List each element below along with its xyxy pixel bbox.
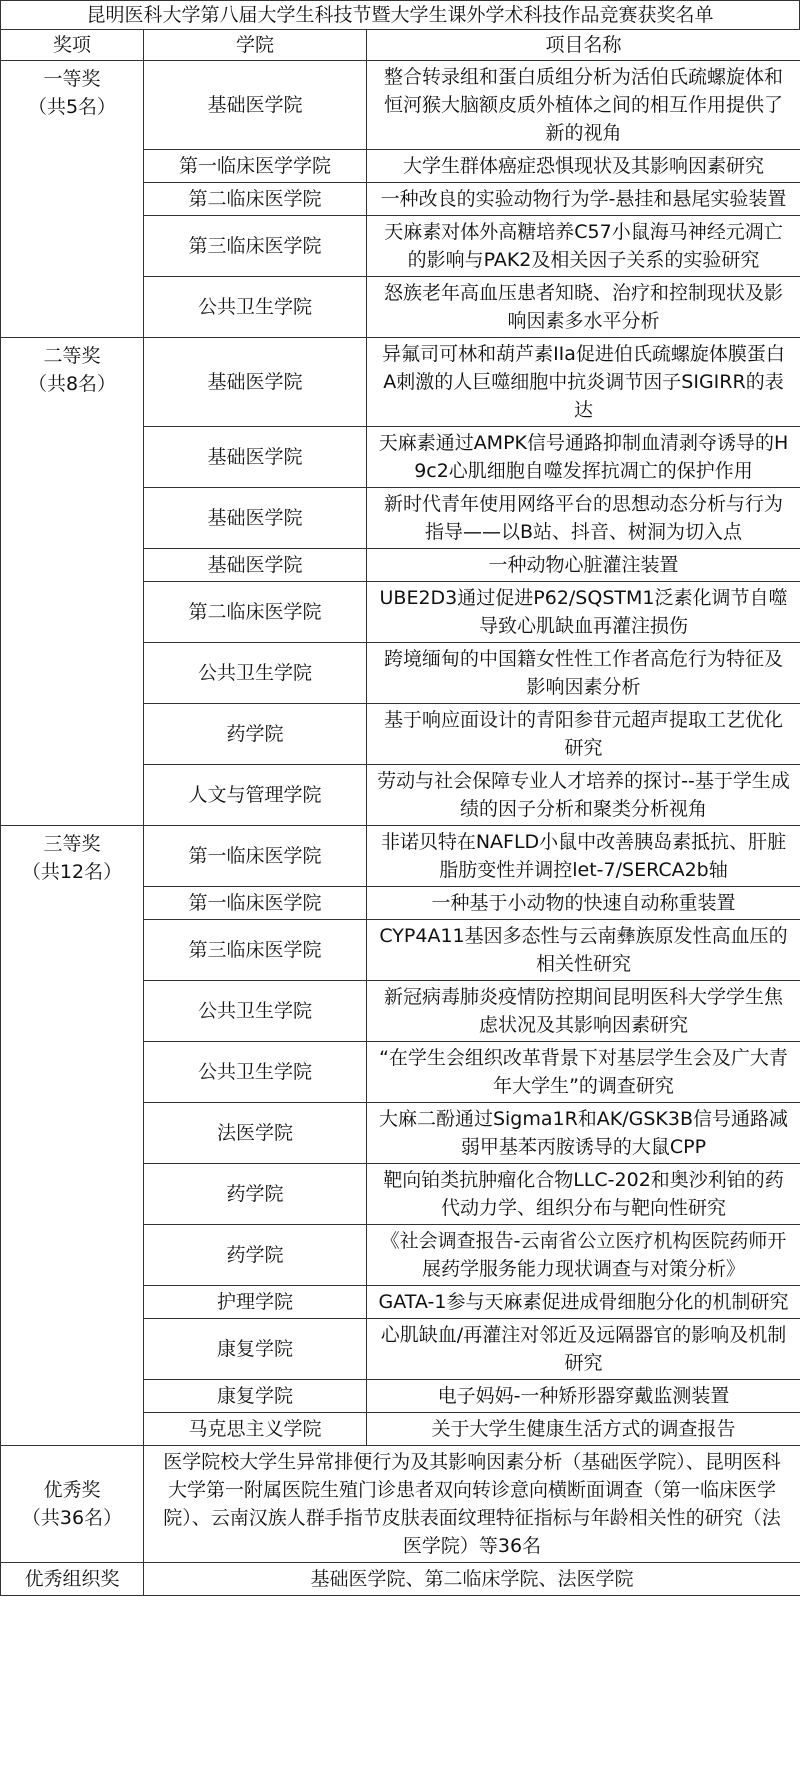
project-name-cell: CYP4A11基因多态性与云南彝族原发性高血压的相关性研究	[367, 920, 800, 981]
college-cell: 马克思主义学院	[144, 1413, 367, 1446]
award-level-name: 二等奖	[43, 345, 101, 367]
project-name-cell: 一种改良的实验动物行为学-悬挂和悬尾实验装置	[367, 183, 800, 216]
award-level-count: （共12名）	[21, 861, 123, 883]
award-level-cell	[1, 826, 144, 1446]
award-level-cell	[1, 1446, 144, 1563]
project-name-cell: 天麻素对体外高糖培养C57小鼠海马神经元凋亡的影响与PAK2及相关因子关系的实验研究	[367, 216, 800, 277]
project-name-cell: 一种动物心脏灌注装置	[367, 549, 800, 582]
award-level-name: 优秀奖	[43, 1479, 101, 1501]
project-name-cell: 《社会调查报告-云南省公立医疗机构医院药师开展药学服务能力现状调查与对策分析》	[367, 1225, 800, 1286]
project-name-cell: 新冠病毒肺炎疫情防控期间昆明医科大学学生焦虑状况及其影响因素研究	[367, 981, 800, 1042]
college-cell: 第三临床医学院	[144, 920, 367, 981]
college-cell: 公共卫生学院	[144, 643, 367, 704]
college-cell: 第三临床医学院	[144, 216, 367, 277]
organization-award-row	[1, 1563, 800, 1596]
header-award: 奖项	[1, 30, 144, 61]
college-cell: 第一临床医学院	[144, 826, 367, 887]
table-row	[1, 826, 800, 887]
header-project: 项目名称	[367, 30, 800, 61]
project-name-cell: 大学生群体癌症恐惧现状及其影响因素研究	[367, 150, 800, 183]
college-cell: 公共卫生学院	[144, 277, 367, 338]
award-level-count: （共5名）	[27, 96, 117, 118]
award-level-name: 一等奖	[43, 68, 101, 90]
award-table-body	[1, 61, 800, 1596]
project-name-cell: 基于响应面设计的青阳参苷元超声提取工艺优化研究	[367, 704, 800, 765]
project-name-cell: GATA-1参与天麻素促进成骨细胞分化的机制研究	[367, 1286, 800, 1319]
college-cell: 药学院	[144, 1225, 367, 1286]
college-cell: 法医学院	[144, 1103, 367, 1164]
college-cell: 第二临床医学院	[144, 582, 367, 643]
project-name-cell: 整合转录组和蛋白质组分析为活伯氏疏螺旋体和恒河猴大脑额皮质外植体之间的相互作用提供了新的视角	[367, 61, 800, 150]
college-cell: 第一临床医学学院	[144, 150, 367, 183]
college-cell: 基础医学院	[144, 488, 367, 549]
college-cell: 公共卫生学院	[144, 1042, 367, 1103]
award-level-name: 三等奖	[43, 833, 101, 855]
college-cell: 康复学院	[144, 1319, 367, 1380]
excellent-award-description: 医学院校大学生异常排便行为及其影响因素分析（基础医学院）、昆明医科大学第一附属医院生殖门诊患者双向转诊意向横断面调查（第一临床医学院）、云南汉族人群手指节皮肤表面纹理特征指标与年龄相关性的研究（法医学院）等36名	[144, 1446, 800, 1563]
college-cell: 人文与管理学院	[144, 765, 367, 826]
award-level-cell	[1, 338, 144, 826]
college-cell: 公共卫生学院	[144, 981, 367, 1042]
college-cell: 康复学院	[144, 1380, 367, 1413]
college-cell: 基础医学院	[144, 427, 367, 488]
project-name-cell: 心肌缺血/再灌注对邻近及远隔器官的影响及机制研究	[367, 1319, 800, 1380]
project-name-cell: 怒族老年高血压患者知晓、治疗和控制现状及影响因素多水平分析	[367, 277, 800, 338]
project-name-cell: 劳动与社会保障专业人才培养的探讨--基于学生成绩的因子分析和聚类分析视角	[367, 765, 800, 826]
college-cell: 药学院	[144, 1164, 367, 1225]
college-cell: 基础医学院	[144, 338, 367, 427]
award-level-cell	[1, 61, 144, 338]
college-cell: 基础医学院	[144, 61, 367, 150]
document-title: 昆明医科大学第八届大学生科技节暨大学生课外学术科技作品竞赛获奖名单	[0, 0, 800, 29]
header-row	[1, 30, 800, 61]
project-name-cell: 靶向铂类抗肿瘤化合物LLC-202和奥沙利铂的药代动力学、组织分布与靶向性研究	[367, 1164, 800, 1225]
project-name-cell: 异氟司可林和葫芦素IIa促进伯氏疏螺旋体膜蛋白A刺激的人巨噬细胞中抗炎调节因子SIGIRR的表达	[367, 338, 800, 427]
table-row	[1, 338, 800, 427]
project-name-cell: 天麻素通过AMPK信号通路抑制血清剥夺诱导的H9c2心肌细胞自噬发挥抗凋亡的保护作用	[367, 427, 800, 488]
award-level-count: （共36名）	[21, 1507, 123, 1529]
project-name-cell: 电子妈妈-一种矫形器穿戴监测装置	[367, 1380, 800, 1413]
excellent-award-row	[1, 1446, 800, 1563]
organization-award-label: 优秀组织奖	[1, 1563, 144, 1596]
award-level-count: （共8名）	[27, 373, 117, 395]
table-row	[1, 61, 800, 150]
project-name-cell: 非诺贝特在NAFLD小鼠中改善胰岛素抵抗、肝脏脂肪变性并调控let-7/SERCA2b轴	[367, 826, 800, 887]
project-name-cell: 关于大学生健康生活方式的调查报告	[367, 1413, 800, 1446]
header-college: 学院	[144, 30, 367, 61]
college-cell: 药学院	[144, 704, 367, 765]
college-cell: 第二临床医学院	[144, 183, 367, 216]
project-name-cell: UBE2D3通过促进P62/SQSTM1泛素化调节自噬导致心肌缺血再灌注损伤	[367, 582, 800, 643]
award-table	[0, 29, 800, 1596]
organization-award-colleges: 基础医学院、第二临床学院、法医学院	[144, 1563, 800, 1596]
project-name-cell: 一种基于小动物的快速自动称重装置	[367, 887, 800, 920]
college-cell: 基础医学院	[144, 549, 367, 582]
project-name-cell: “在学生会组织改革背景下对基层学生会及广大青年大学生”的调查研究	[367, 1042, 800, 1103]
project-name-cell: 大麻二酚通过Sigma1R和AK/GSK3B信号通路减弱甲基苯丙胺诱导的大鼠CPP	[367, 1103, 800, 1164]
college-cell: 第一临床医学院	[144, 887, 367, 920]
college-cell: 护理学院	[144, 1286, 367, 1319]
project-name-cell: 新时代青年使用网络平台的思想动态分析与行为指导——以B站、抖音、树洞为切入点	[367, 488, 800, 549]
project-name-cell: 跨境缅甸的中国籍女性性工作者高危行为特征及影响因素分析	[367, 643, 800, 704]
